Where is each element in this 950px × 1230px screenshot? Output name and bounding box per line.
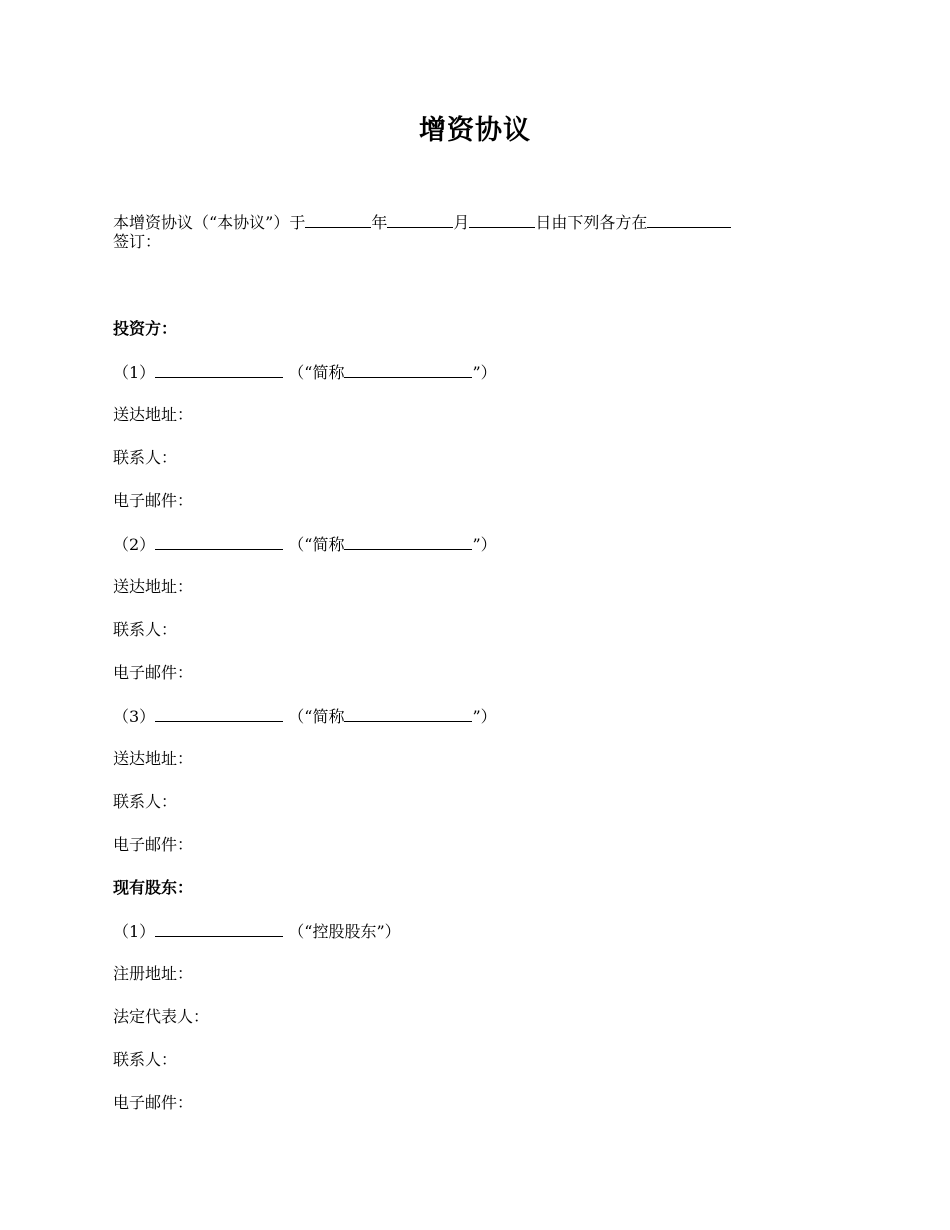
shareholder-1-contact: 联系人： xyxy=(113,1050,178,1069)
investor-2-line xyxy=(113,534,497,555)
investor-1-number: （1） xyxy=(113,363,156,382)
investor-2-abbr-blank xyxy=(344,534,472,550)
investor-2-abbr-open: （“简称 xyxy=(288,535,345,554)
shareholder-1-line xyxy=(113,921,401,942)
investor-3-name-blank xyxy=(155,706,283,722)
shareholder-1-label: （“控股股东”） xyxy=(288,922,401,941)
investors-heading: 投资方： xyxy=(113,319,178,338)
investor-2-abbr-close: ”） xyxy=(472,535,497,554)
investor-2-address: 送达地址： xyxy=(113,577,194,596)
investor-1-address: 送达地址： xyxy=(113,405,194,424)
investor-1-abbr-open: （“简称 xyxy=(288,363,345,382)
investor-3-line xyxy=(113,706,497,727)
shareholder-1-number: （1） xyxy=(113,922,156,941)
intro-prefix: 本增资协议（“本协议”）于 xyxy=(113,213,306,232)
investor-1-email: 电子邮件： xyxy=(113,491,194,510)
place-blank xyxy=(647,212,731,228)
investor-1-line xyxy=(113,362,497,383)
investor-3-email: 电子邮件： xyxy=(113,835,194,854)
investor-3-abbr-open: （“简称 xyxy=(288,707,345,726)
investor-3-number: （3） xyxy=(113,707,156,726)
investor-3-contact: 联系人： xyxy=(113,792,178,811)
day-suffix: 日由下列各方在 xyxy=(535,213,648,232)
investor-3-abbr-close: ”） xyxy=(472,707,497,726)
shareholder-1-legal-rep: 法定代表人： xyxy=(113,1007,210,1026)
shareholder-1-email: 电子邮件： xyxy=(113,1093,194,1112)
investor-1-contact: 联系人： xyxy=(113,448,178,467)
year-label: 年 xyxy=(371,213,388,232)
investor-2-number: （2） xyxy=(113,535,156,554)
investor-2-contact: 联系人： xyxy=(113,620,178,639)
shareholder-1-name-blank xyxy=(155,921,283,937)
shareholders-heading: 现有股东： xyxy=(113,878,194,897)
intro-line-2: 签订： xyxy=(113,232,162,251)
month-blank xyxy=(387,212,453,228)
day-blank xyxy=(469,212,535,228)
investor-1-name-blank xyxy=(155,362,283,378)
intro-line-1 xyxy=(113,212,731,233)
investor-2-email: 电子邮件： xyxy=(113,663,194,682)
month-label: 月 xyxy=(453,213,470,232)
document-title: 增资协议 xyxy=(419,115,531,146)
investor-3-abbr-blank xyxy=(344,706,472,722)
investor-1-abbr-close: ”） xyxy=(472,363,497,382)
year-blank xyxy=(305,212,371,228)
shareholder-1-reg-address: 注册地址： xyxy=(113,964,194,983)
investor-3-address: 送达地址： xyxy=(113,749,194,768)
investor-2-name-blank xyxy=(155,534,283,550)
investor-1-abbr-blank xyxy=(344,362,472,378)
